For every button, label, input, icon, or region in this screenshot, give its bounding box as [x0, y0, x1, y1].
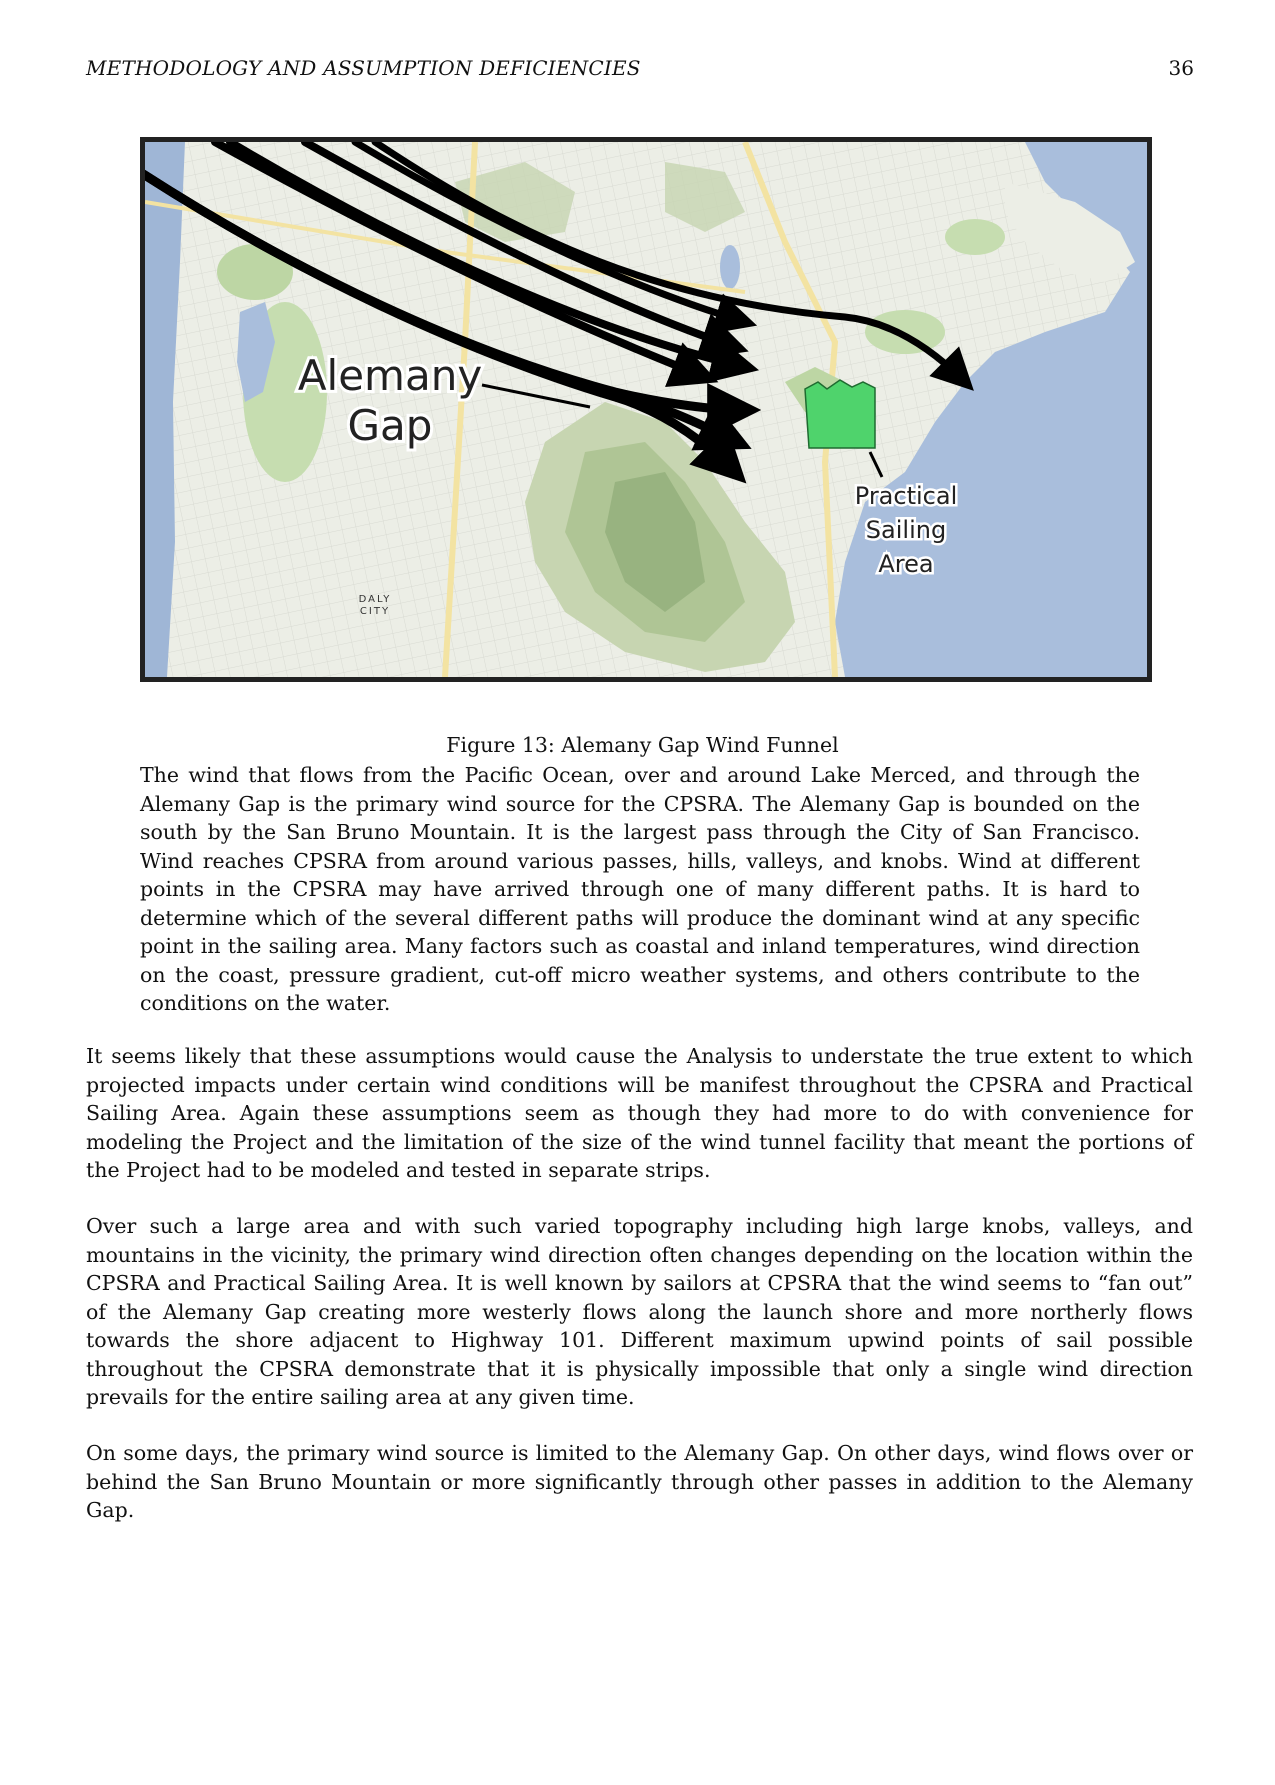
park-green	[945, 219, 1005, 255]
reservoir	[720, 245, 740, 289]
label-practical: Practical	[854, 482, 958, 510]
park-green	[865, 310, 945, 354]
label-city: CITY	[359, 606, 391, 617]
page-number: 36	[1168, 56, 1194, 80]
label-gap: Gap	[347, 401, 433, 450]
practical-sailing-area	[805, 380, 875, 448]
label-area: Area	[878, 550, 934, 578]
body-paragraph: It seems likely that these assumptions would cause the Analysis to understate the true extent to which projected impacts under certain wind conditions will be manifest throughout the CPSRA and Practical Sailing Area. Again these assumptions seem as though they had more to do with convenience for modeling the Project and the limitation of the size of the wind tunnel facility that meant the portions of the Project had to be modeled and tested in separate strips.	[86, 1044, 1193, 1182]
label-sailing: Sailing	[865, 516, 947, 544]
figure-caption: Figure 13: Alemany Gap Wind Funnel	[446, 733, 839, 757]
running-header-title: METHODOLOGY AND ASSUMPTION DEFICIENCIES	[86, 56, 641, 80]
figure-caption-body: The wind that flows from the Pacific Ocean, over and around Lake Merced, and through the Alemany Gap is the primary wind source for the CPSRA. The Alemany Gap is bounded on the south by the San Bruno Mountain. It is the largest pass through the City of San Francisco. Wind reaches CPSRA from around various passes, hills, valleys, and knobs. Wind at different points in the CPSRA may have arrived through one of many different paths. It is hard to determine which of the several different paths will produce the dominant wind at any specific point in the sailing area. Many factors such as coastal and inland temperatures, wind direction on the coast, pressure gradient, cut-off micro weather systems, and others contribute to the conditions on the water.	[140, 763, 1140, 1015]
map-illustration	[145, 142, 1147, 677]
label-daly: DALY	[358, 594, 392, 605]
label-alemany: Alemany	[297, 351, 483, 400]
figure-wind-map	[140, 137, 1152, 682]
body-paragraph: On some days, the primary wind source is limited to the Alemany Gap. On other days, wind flows over or behind the San Bruno Mountain or more significantly through other passes in addition to the Alemany Gap.	[86, 1441, 1193, 1522]
body-paragraph: Over such a large area and with such varied topography including high large knobs, valleys, and mountains in the vicinity, the primary wind direction often changes depending on the location within the CPSRA and Practical Sailing Area. It is well known by sailors at CPSRA that the wind seems to “fan out” of the Alemany Gap creating more westerly flows along the launch shore and more northerly flows towards the shore adjacent to Highway 101. Different maximum upwind points of sail possible throughout the CPSRA demonstrate that it is physically impossible that only a single wind direction prevails for the entire sailing area at any given time.	[86, 1214, 1193, 1409]
